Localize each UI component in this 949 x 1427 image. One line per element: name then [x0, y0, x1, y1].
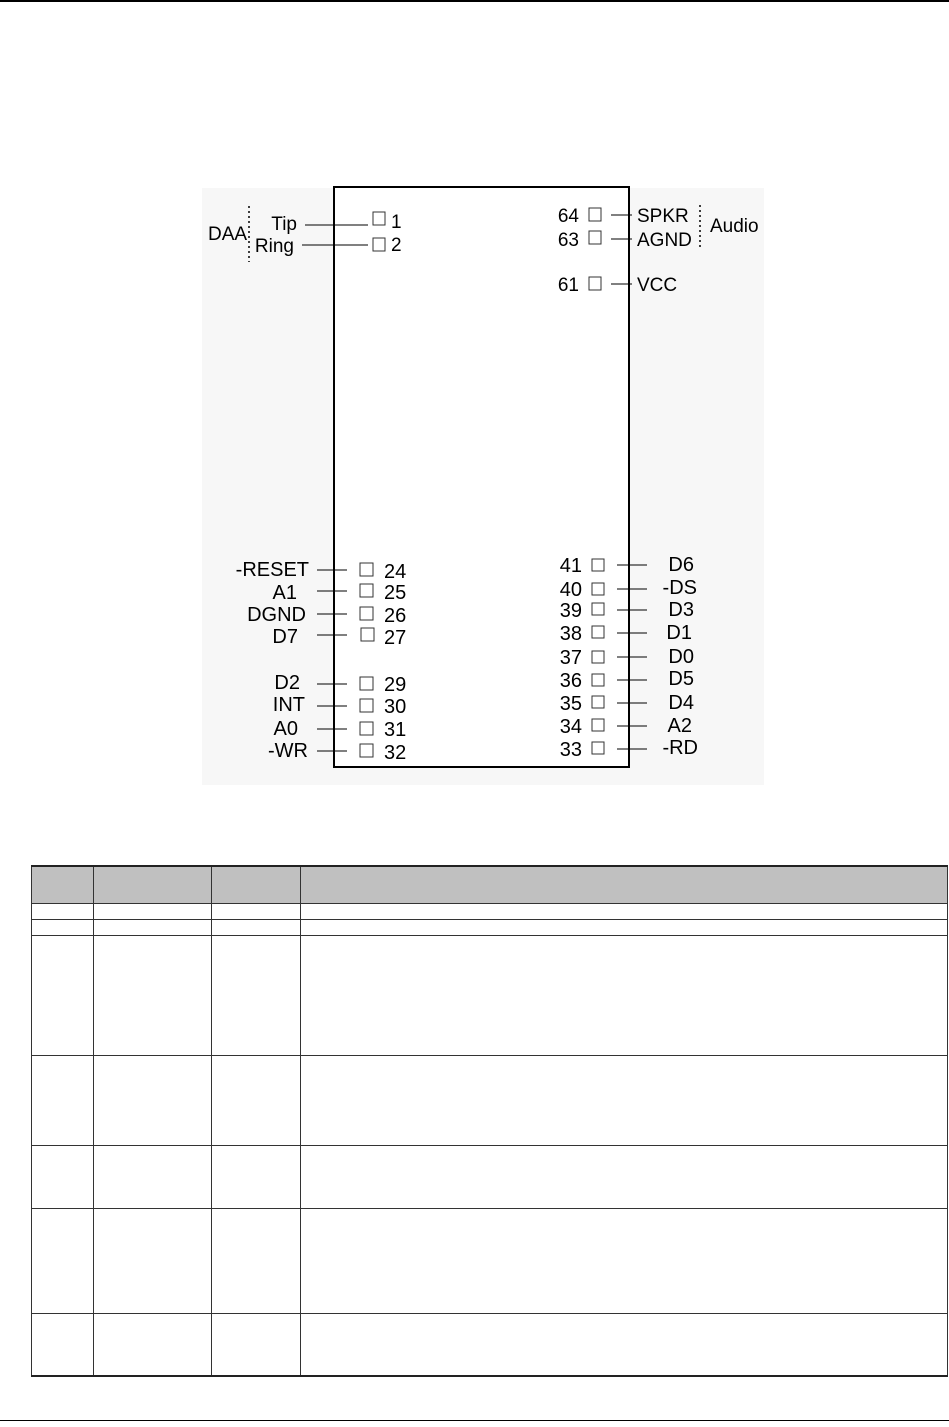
pin-40-number: 40	[559, 579, 582, 601]
table-row	[32, 904, 948, 920]
pin-30-number: 30	[384, 696, 407, 718]
pin-24-number: 24	[384, 561, 407, 583]
pin-37-number: 37	[559, 647, 582, 669]
pin-35-number: 35	[559, 693, 582, 715]
table-header-cell	[301, 866, 948, 904]
pin-33-name: -RD	[662, 737, 698, 759]
pin-29-name: D2	[274, 672, 300, 694]
table-row	[32, 936, 948, 1056]
pin-38-name: D1	[666, 622, 692, 644]
pin-29-number: 29	[384, 674, 407, 696]
pin-1-number: 1	[391, 212, 402, 233]
pin-41-number: 41	[559, 555, 582, 577]
pin-38-number: 38	[559, 623, 582, 645]
pin-64-name: SPKR	[637, 206, 689, 227]
pin-35-name: D4	[668, 692, 694, 714]
pin-36-name: D5	[668, 668, 694, 690]
table-header-cell	[212, 866, 301, 904]
pin-63-number: 63	[557, 230, 579, 251]
pin-61-number: 61	[557, 275, 579, 296]
pin-30-name: INT	[272, 694, 305, 716]
group-label-daa: DAA	[208, 224, 248, 245]
table-header-row	[32, 866, 948, 904]
table-row	[32, 1056, 948, 1146]
table-header-cell	[94, 866, 212, 904]
pin-31-number: 31	[384, 719, 407, 741]
pin-31-name: A0	[273, 718, 298, 740]
pin-41-name: D6	[668, 554, 694, 576]
pin-2-name: Ring	[254, 236, 294, 257]
pin-39-number: 39	[559, 600, 582, 622]
table-row	[32, 1146, 948, 1209]
pin-2-number: 2	[391, 235, 402, 256]
bottom-rule	[0, 1420, 949, 1421]
pin-27-name: D7	[272, 626, 298, 648]
pin-25-name: A1	[272, 582, 297, 604]
pin-34-number: 34	[559, 716, 582, 738]
table-header-cell	[32, 866, 94, 904]
pin-1-name: Tip	[271, 214, 297, 235]
group-label-audio: Audio	[710, 216, 759, 237]
pin-26-name: DGND	[247, 604, 306, 626]
pin-27-number: 27	[384, 627, 407, 649]
pin-63-name: AGND	[637, 230, 692, 251]
pin-24-name: -RESET	[235, 559, 309, 581]
pin-34-name: A2	[667, 715, 692, 737]
table-row	[32, 1209, 948, 1314]
pin-32-name: -WR	[268, 740, 308, 762]
pin-36-number: 36	[559, 670, 582, 692]
pin-25-number: 25	[384, 582, 407, 604]
pin-40-name: -DS	[662, 577, 697, 599]
table-row	[32, 920, 948, 936]
pin-26-number: 26	[384, 605, 407, 627]
pin-39-name: D3	[668, 599, 694, 621]
pin-33-number: 33	[559, 739, 582, 761]
chip-body	[334, 187, 629, 767]
table-row	[32, 1314, 948, 1376]
pin-64-number: 64	[557, 206, 579, 227]
pin-61-name: VCC	[637, 275, 678, 296]
pin-32-number: 32	[384, 742, 407, 764]
pin-37-name: D0	[668, 646, 694, 668]
pin-description-table	[31, 865, 948, 1377]
